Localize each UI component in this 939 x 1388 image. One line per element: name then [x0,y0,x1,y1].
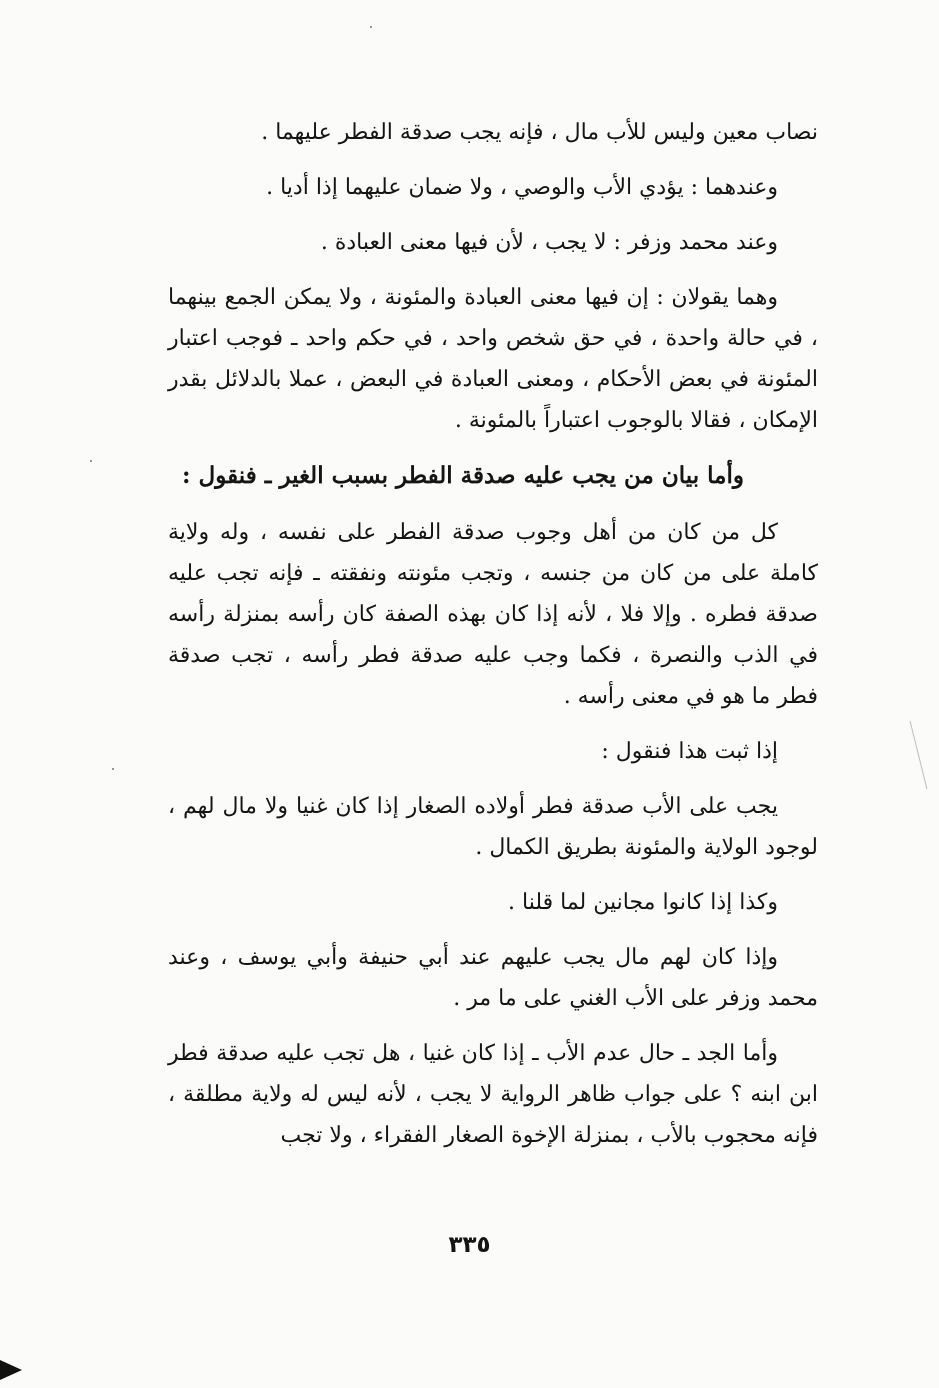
paragraph: وعند محمد وزفر : لا يجب ، لأن فيها معنى العبادة . [320,230,778,255]
paragraph: وأما الجد ـ حال عدم الأب ـ إذا كان غنيا ، هل تجب عليه صدقة فطر ابن ابنه ؟ على جواب ظاهر الرواية لا يجب ، لأنه ليس له ولاية مطلقة ، فإنه محجوب بالأب ، بمنزلة الإخوة الصغار الفقراء ، ولا تجب [168,1041,818,1148]
scan-speck [370,26,372,28]
paragraph: يجب على الأب صدقة فطر أولاده الصغار إذا كان غنيا ولا مال لهم ، لوجود الولاية والمئونة بطريق الكمال . [168,794,818,860]
paragraph: وإذا كان لهم مال يجب عليهم عند أبي حنيفة وأبي يوسف ، وعند محمد وزفر على الأب الغني على ما مر . [168,945,818,1011]
scan-speck [90,460,92,462]
paragraph: وكذا إذا كانوا مجانين لما قلنا . [508,890,778,915]
scan-speck [112,768,114,770]
page-body [168,112,818,1170]
section-heading: وأما بيان من يجب عليه صدقة الفطر بسبب الغير ـ فنقول : [182,462,744,489]
page-number: ٣٣٥ [448,1232,491,1258]
paragraph: وهما يقولان : إن فيها معنى العبادة والمئونة ، ولا يمكن الجمع بينهما ، في حالة واحدة ، في حق شخص واحد ، في حكم واحد ـ فوجب اعتبار المئونة في بعض الأحكام ، ومعنى العبادة في البعض ، عملا بالدلائل بقدر الإمكان ، فقالا بالوجوب اعتباراً بالمئونة . [168,285,818,433]
paragraph: إذا ثبت هذا فنقول : [601,739,778,764]
paragraph: نصاب معين وليس للأب مال ، فإنه يجب صدقة الفطر عليهما . [261,120,818,145]
corner-arrow-icon [0,1360,22,1380]
paragraph: وعندهما : يؤدي الأب والوصي ، ولا ضمان عليهما إذا أديا . [266,175,778,200]
scan-margin-mark [910,721,928,789]
paragraph: كل من كان من أهل وجوب صدقة الفطر على نفسه ، وله ولاية كاملة على من كان من جنسه ، وتجب مئونته ونفقته ـ فإنه تجب عليه صدقة فطره . وإلا فلا ، لأنه إذا كان بهذه الصفة كان رأسه بمنزلة رأسه في الذب والنصرة ، فكما وجب عليه صدقة فطر رأسه ، تجب صدقة فطر ما هو في معنى رأسه . [168,520,818,709]
